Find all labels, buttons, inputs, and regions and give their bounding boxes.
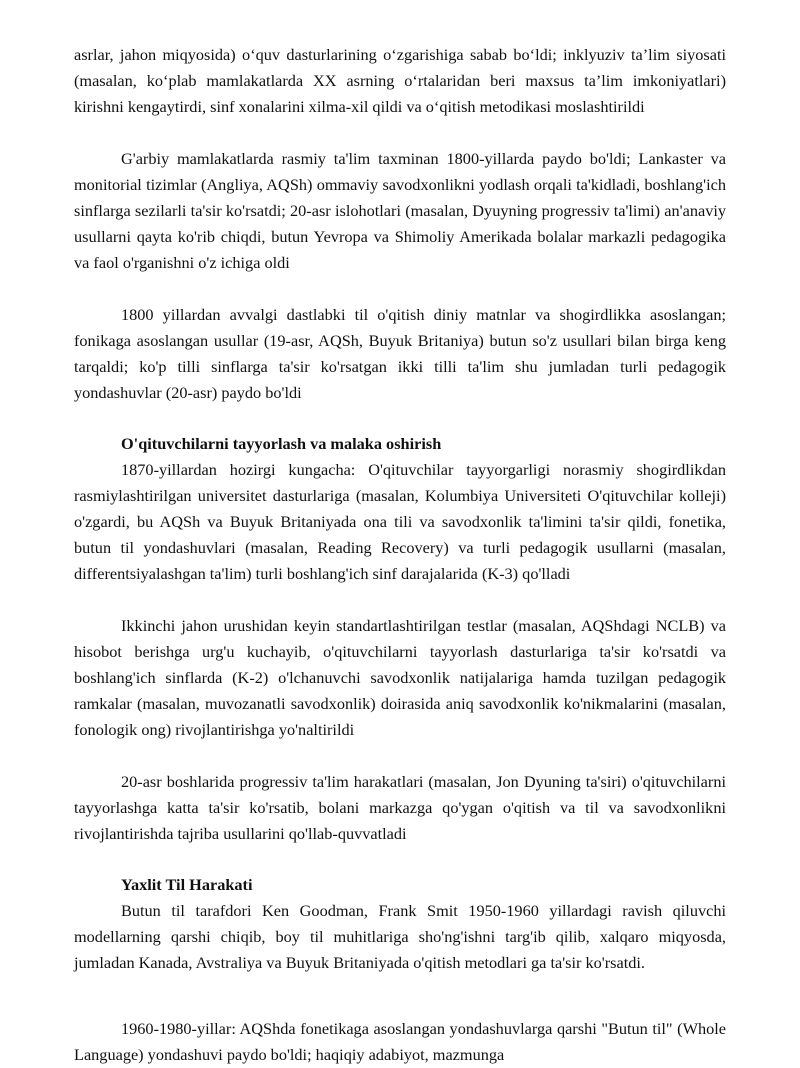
paragraph-whole-language-1960-1980: 1960-1980-yillar: AQShda fonetikaga asoslangan yondashuvlarga qarshi "Butun til" (Whole Language) yondashuvi paydo bo'ldi; haqiqiy adabiyot, mazmunga (74, 1019, 726, 1064)
section-heading-whole-language: Yaxlit Til Harakati (121, 875, 253, 894)
paragraph-western-formal-education: G'arbiy mamlakatlarda rasmiy ta'lim taxminan 1800-yillarda paydo bo'ldi; Lankaster va monitorial tizimlar (Angliya, AQSh) ommaviy savodxonlikni yodlash orqali ta'kidladi, boshlang'ich sinflarga sezilarli ta'sir ko'rsatdi; 20-asr islohotlari (masalan, Dyuyning progressiv ta'limi) an'anaviy usullarni qayta ko'rib chiqdi, butun Yevropa va Shimoliy Amerikada bolalar markazli pedagogika va faol o'rganishni o'z ichiga oldi (74, 149, 726, 272)
paragraph-standardized-testing: Ikkinchi jahon urushidan keyin standartlashtirilgan testlar (masalan, AQShdagi NCLB) va hisobot berishga urg'u kuchayib, o'qituvchilarni tayyorlash dasturlariga ta'sir ko'rsatdi va boshlang'ich sinflarda (K-2) o'lchanuvchi savodxonlik natijalariga hamda tuzilgan pedagogik ramkalar (masalan, muvozanatli savodxonlik) doirasida aniq savodxonlik ko'nikmalarini (masalan, fonologik ong) rivojlantirishga yo'naltirildi (74, 616, 726, 739)
paragraph-teacher-training-history: 1870-yillardan hozirgi kungacha: O'qituvchilar tayyorgarligi norasmiy shogirdlikdan rasmiylashtirilgan universitet dasturlariga (masalan, Kolumbiya Universiteti O'qituvchilar kolleji) o'zgardi, bu AQSh va Buyuk Britaniyada ona tili va savodxonlik ta'limini ta'sir qildi, fonetika, butun til yondashuvlari (masalan, Reading Recovery) va turli pedagogik usullarni (masalan, differentsiyalashgan ta'lim) turli boshlang'ich sinf darajalarida (K-3) qo'lladi (74, 460, 726, 583)
document-page (74, 42, 726, 1068)
paragraph-progressive-education: 20-asr boshlarida progressiv ta'lim harakatlari (masalan, Jon Dyuning ta'siri) o'qituvchilarni tayyorlashga katta ta'sir ko'rsatib, bolani markazga qo'ygan o'qitish va til va savodxonlikni rivojlantirishda tajriba usullarini qo'llab-quvvatladi (74, 772, 726, 843)
paragraph-inclusive-education: asrlar, jahon miqyosida) o‘quv dasturlarining o‘zgarishiga sabab bo‘ldi; inklyuziv ta’lim siyosati (masalan, ko‘plab mamlakatlarda XX asrning o‘rtalaridan beri maxsus ta’lim imkoniyatlari) kirishni kengaytirdi, sinf xonalarini xilma-xil qildi va o‘qitish metodikasi moslashtirildi (74, 45, 726, 116)
paragraph-whole-language-advocates: Butun til tarafdori Ken Goodman, Frank Smit 1950-1960 yillardagi ravish qiluvchi modellarning qarshi chiqib, boy til muhitlariga sho'ng'ishni targ'ib qilib, xalqaro miqyosda, jumladan Kanada, Avstraliya va Buyuk Britaniyada o'qitish metodlari ga ta'sir ko'rsatdi. (74, 901, 726, 972)
paragraph-early-language-teaching: 1800 yillardan avvalgi dastlabki til o'qitish diniy matnlar va shogirdlikka asoslangan; fonikaga asoslangan usullar (19-asr, AQSh, Buyuk Britaniya) butun so'z usullari bilan birga keng tarqaldi; ko'p tilli sinflarga ta'sir ko'rsatgan ikki tilli ta'lim shu jumladan turli pedagogik yondashuvlar (20-asr) paydo bo'ldi (74, 305, 726, 402)
section-heading-teacher-training: O'qituvchilarni tayyorlash va malaka oshirish (121, 434, 442, 453)
